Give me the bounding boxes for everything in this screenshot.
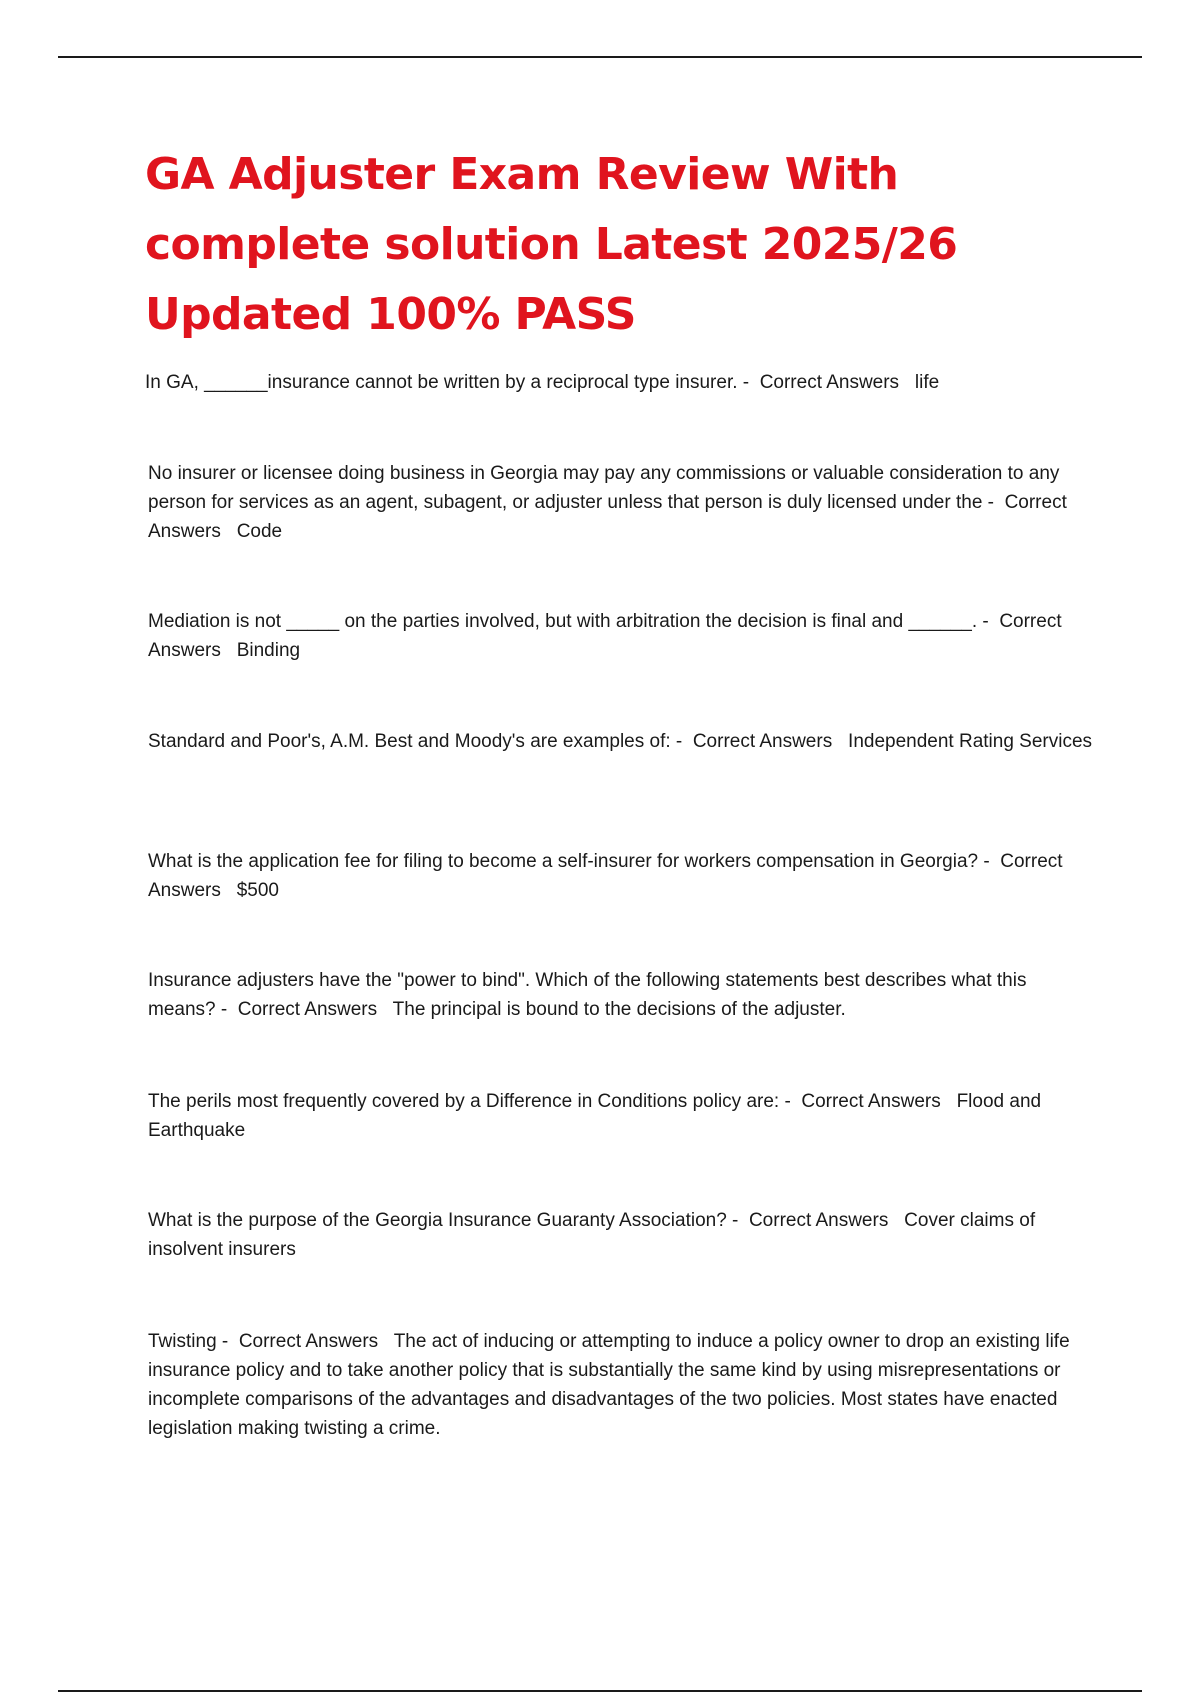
answer-label: Correct Answers (148, 492, 1067, 542)
answer-label: Correct Answers (148, 851, 1063, 901)
answer-text: life (914, 372, 940, 393)
question-text: In GA, ______insurance cannot be written by a reciprocal type insurer. - (145, 372, 750, 393)
question-text: Twisting - (148, 1331, 229, 1352)
qa-item (148, 459, 1098, 546)
qa-item (148, 847, 1098, 905)
qa-item (148, 1327, 1098, 1443)
answer-text: $500 (236, 880, 279, 901)
question-text: Mediation is not _____ on the parties involved, but with arbitration the decision is final and ______. - (148, 611, 989, 632)
answer-label: Correct Answers (148, 611, 1062, 661)
document-title: GA Adjuster Exam Review With complete solution Latest 2025/26 Updated 100% PASS (145, 149, 958, 340)
question-text: No insurer or licensee doing business in Georgia may pay any commissions or valuable consideration to any person for services as an agent, subagent, or adjuster unless that person is duly licensed under the - (148, 463, 1060, 513)
answer-label: Correct Answers (748, 1210, 889, 1231)
qa-item (145, 368, 1095, 397)
answer-label: Correct Answers (759, 372, 900, 393)
question-text: The perils most frequently covered by a Difference in Conditions policy are: - (148, 1091, 791, 1112)
answer-text: Binding (236, 640, 301, 661)
answer-label: Correct Answers (801, 1091, 941, 1112)
question-text: What is the application fee for filing to become a self-insurer for workers compensation in Georgia? - (148, 851, 990, 872)
qa-item (148, 966, 1098, 1024)
answer-label: Correct Answers (692, 731, 833, 752)
question-text: Insurance adjusters have the "power to bind". Which of the following statements best describes what this means? - (148, 970, 1027, 1020)
question-text: Standard and Poor's, A.M. Best and Moody's are examples of: - (148, 731, 683, 752)
answer-text: Cover claims of insolvent insurers (148, 1210, 1036, 1260)
top-rule (58, 56, 1142, 58)
qa-item (148, 1206, 1098, 1264)
answer-text: Code (236, 521, 283, 542)
bottom-rule (58, 1690, 1142, 1692)
qa-item (148, 607, 1098, 665)
answer-label: Correct Answers (238, 1331, 379, 1352)
answer-text: The act of inducing or attempting to induce a policy owner to drop an existing life insurance policy and to take another policy that is substantially the same kind by using misrepresentations or incomplete comparisons of the advantages and disadvantages of the two policies. Most states have enacted legislation making twisting a crime. (148, 1331, 1070, 1439)
answer-label: Correct Answers (237, 999, 378, 1020)
qa-item (148, 1087, 1098, 1145)
qa-item (148, 727, 1098, 756)
question-text: What is the purpose of the Georgia Insurance Guaranty Association? - (148, 1210, 739, 1231)
answer-text: The principal is bound to the decisions of the adjuster. (392, 999, 846, 1020)
answer-text: Independent Rating Services (848, 731, 1093, 752)
answer-text: Flood and Earthquake (148, 1091, 1042, 1141)
